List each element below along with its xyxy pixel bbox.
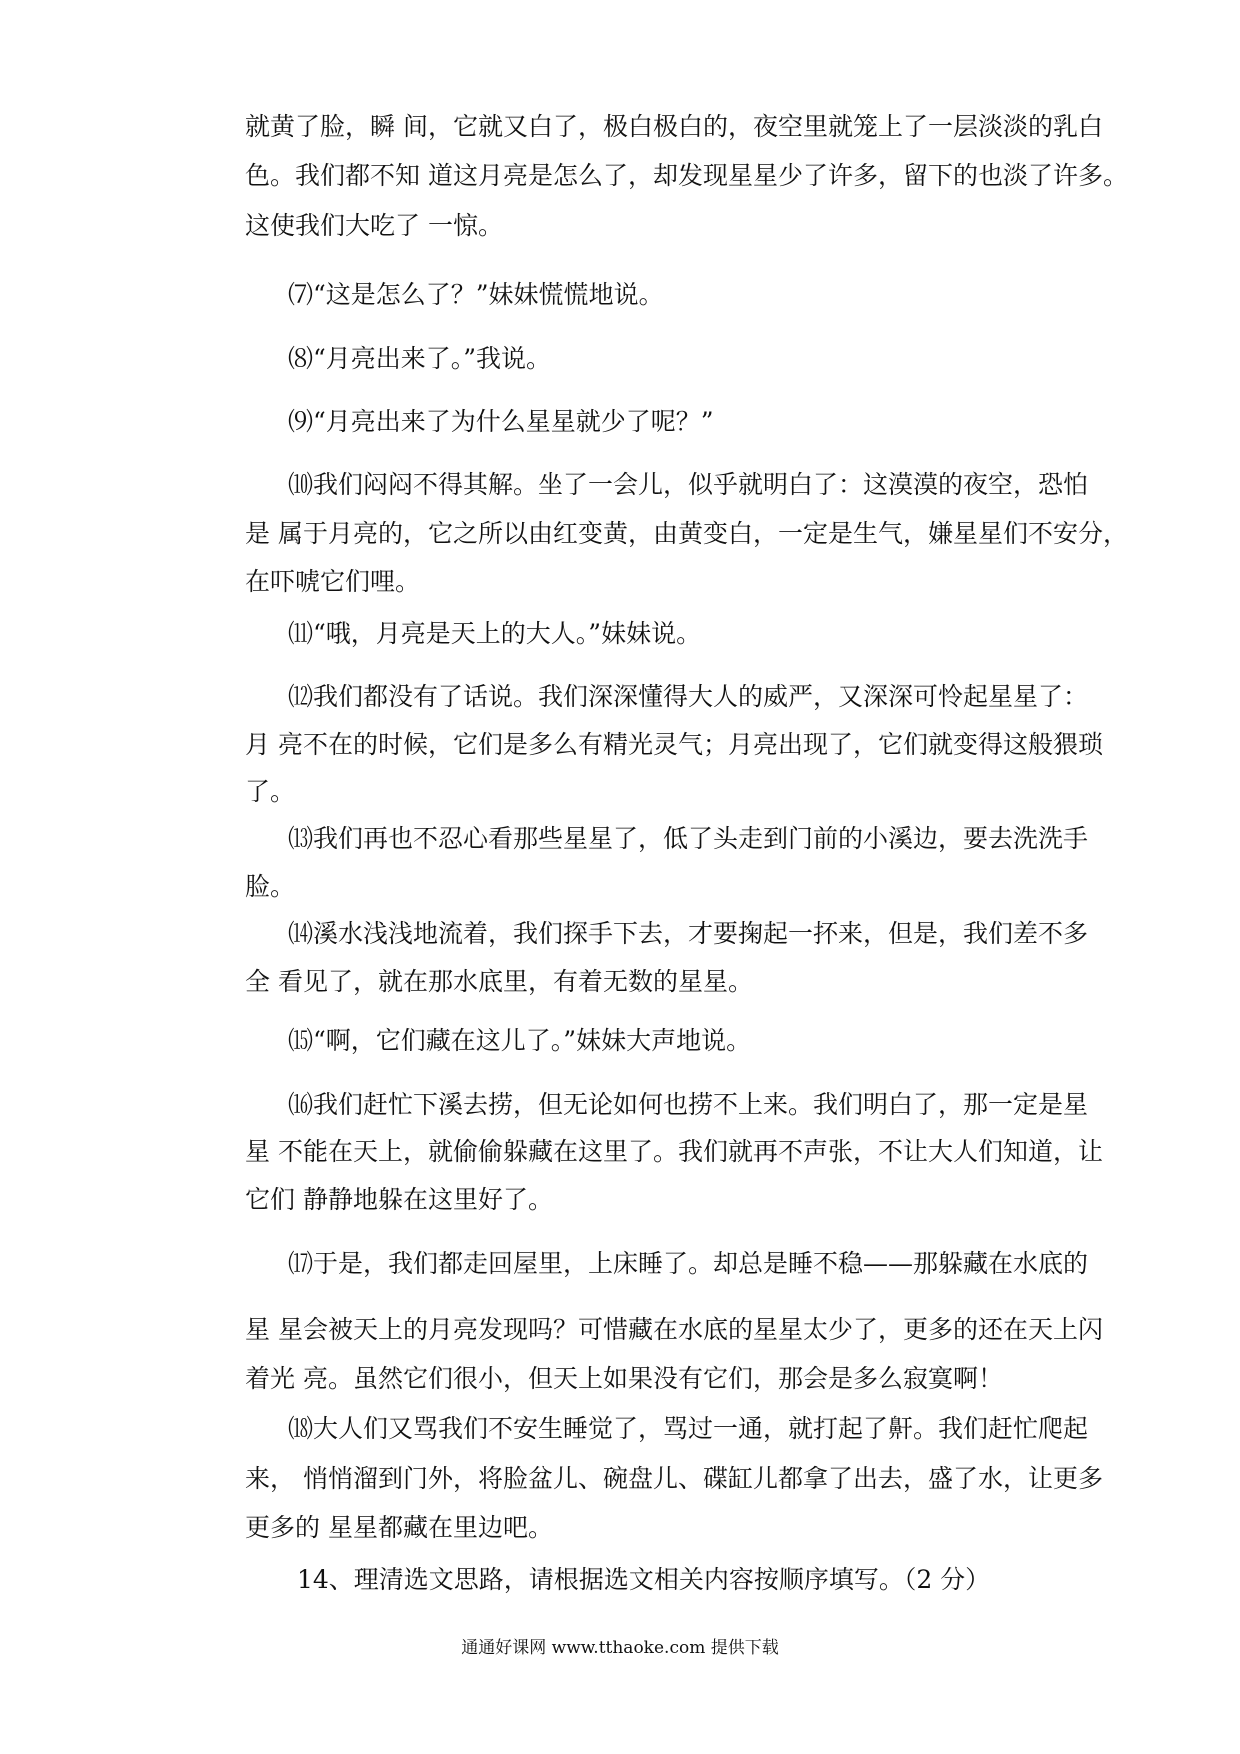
text-line: 更多的 星星都藏在里边吧。 (245, 1513, 553, 1542)
paragraph-16: ⒃我们赶忙下溪去捞，但无论如何也捞不上来。我们明白了，那一定是星 (288, 1090, 1089, 1119)
text-line: 来， 悄悄溜到门外，将脸盆儿、碗盘儿、碟缸儿都拿了出去，盛了水，让更多 (245, 1464, 1103, 1493)
text-line: 星 不能在天上，就偷偷躲藏在这里了。我们就再不声张，不让大人们知道，让 (245, 1137, 1103, 1166)
paragraph-15: ⒂“啊，它们藏在这儿了。”妹妹大声地说。 (288, 1026, 752, 1055)
paragraph-9: ⑼“月亮出来了为什么星星就少了呢？” (288, 407, 714, 436)
paragraph-14: ⒁溪水浅浅地流着，我们探手下去，才要掬起一抔来，但是，我们差不多 (288, 919, 1089, 948)
text-line: 着光 亮。虽然它们很小，但天上如果没有它们，那会是多么寂寞啊！ (245, 1364, 1003, 1393)
paragraph-12: ⑿我们都没有了话说。我们深深懂得大人的威严，又深深可怜起星星了： (288, 682, 1089, 711)
page-footer: 通通好课网 www.tthaoke.com 提供下载 (461, 1638, 779, 1658)
question-14: 14、理清选文思路，请根据选文相关内容按顺序填写。（2 分） (297, 1565, 991, 1594)
text-line: 就黄了脸，瞬 间，它就又白了，极白极白的，夜空里就笼上了一层淡淡的乳白 (245, 112, 1103, 141)
paragraph-8: ⑻“月亮出来了。”我说。 (288, 344, 552, 373)
text-line: 色。我们都不知 道这月亮是怎么了，却发现星星少了许多，留下的也淡了许多。 (245, 161, 1128, 190)
text-line: 脸。 (245, 872, 296, 901)
text-line: 了。 (245, 777, 296, 806)
text-line: 它们 静静地躲在这里好了。 (245, 1185, 553, 1214)
text-line: 这使我们大吃了 一惊。 (245, 211, 503, 240)
text-line: 星 星会被天上的月亮发现吗？可惜藏在水底的星星太少了，更多的还在天上闪 (245, 1315, 1103, 1344)
paragraph-10: ⑽我们闷闷不得其解。坐了一会儿，似乎就明白了：这漠漠的夜空，恐怕 (288, 470, 1089, 499)
paragraph-11: ⑾“哦，月亮是天上的大人。”妹妹说。 (288, 619, 702, 648)
text-line: 月 亮不在的时候，它们是多么有精光灵气；月亮出现了，它们就变得这般猥琐 (245, 730, 1103, 759)
text-line: 全 看见了，就在那水底里，有着无数的星星。 (245, 967, 753, 996)
text-line: 在吓唬它们哩。 (245, 567, 421, 596)
text-line: 是 属于月亮的，它之所以由红变黄，由黄变白，一定是生气，嫌星星们不安分， (245, 519, 1128, 548)
paragraph-13: ⒀我们再也不忍心看那些星星了，低了头走到门前的小溪边，要去洗洗手 (288, 824, 1089, 853)
paragraph-18: ⒅大人们又骂我们不安生睡觉了，骂过一通，就打起了鼾。我们赶忙爬起 (288, 1414, 1089, 1443)
paragraph-7: ⑺“这是怎么了？”妹妹慌慌地说。 (288, 280, 664, 309)
paragraph-17: ⒄于是，我们都走回屋里，上床睡了。却总是睡不稳——那躲藏在水底的 (288, 1249, 1089, 1278)
